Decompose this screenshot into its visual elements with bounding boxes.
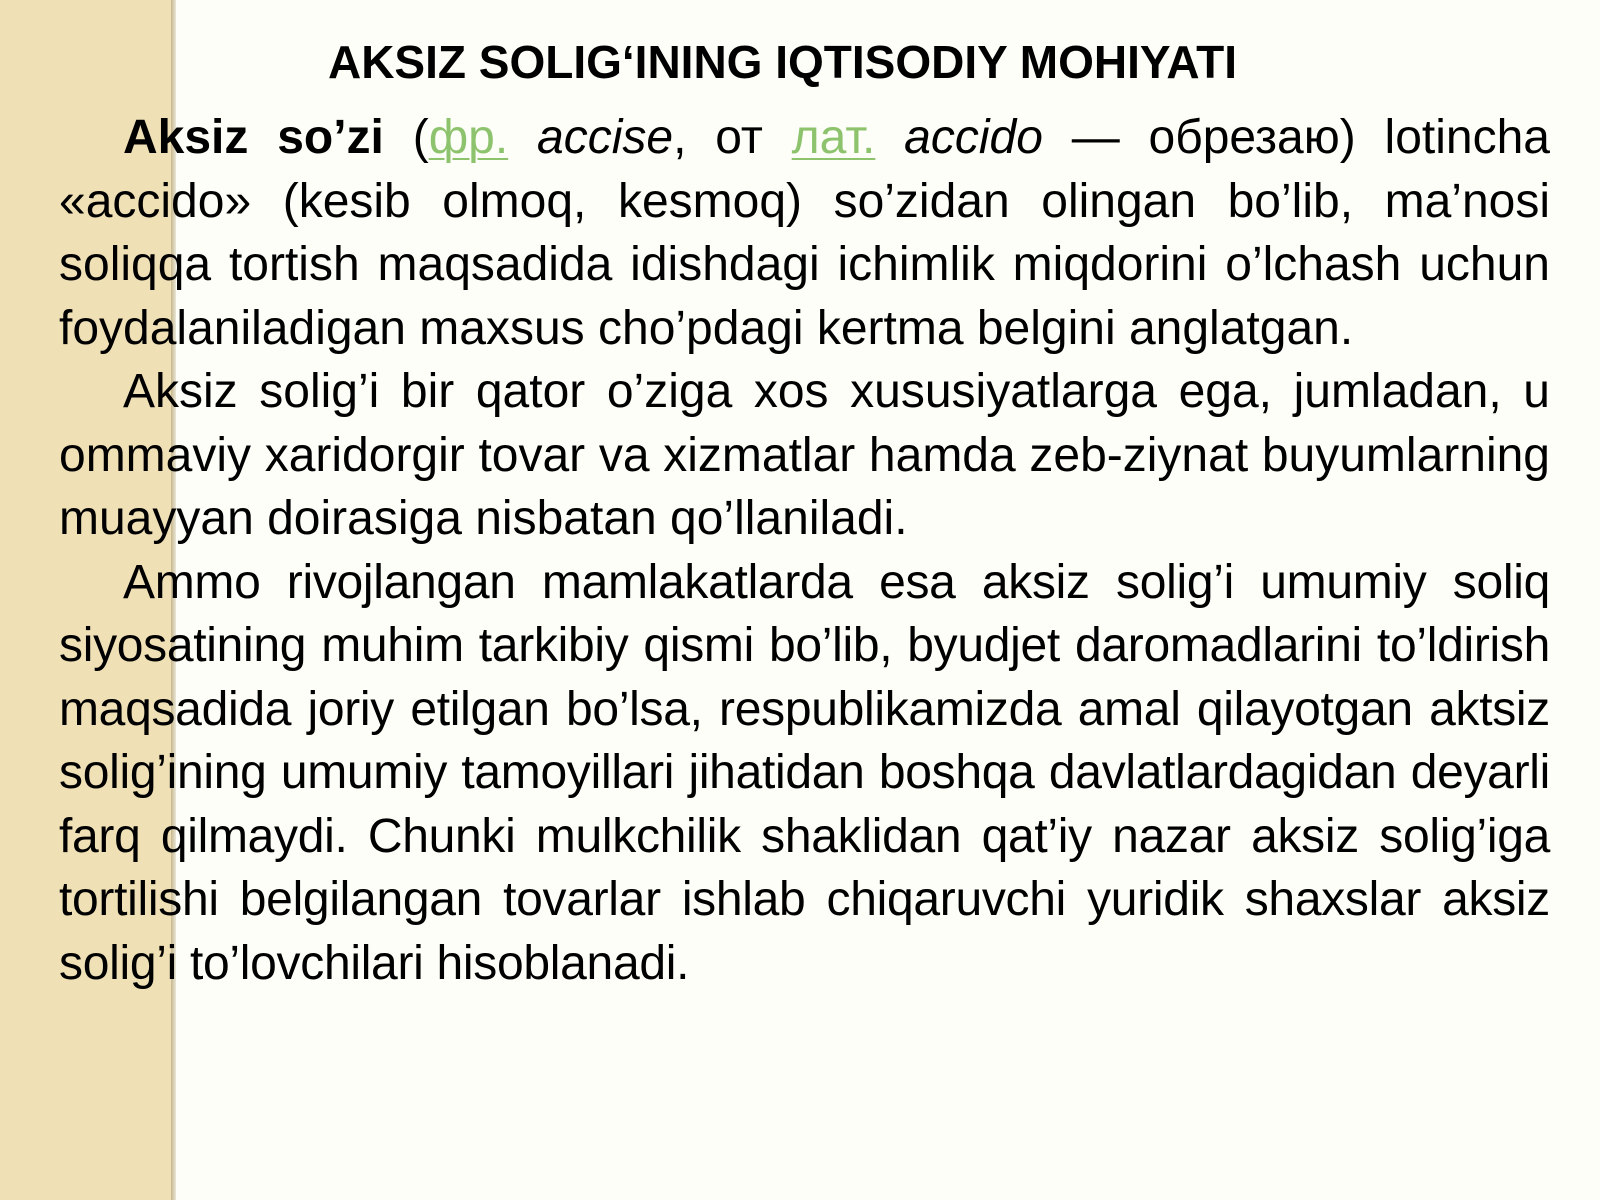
word-french: accise <box>537 111 674 164</box>
slide-title: AKSIZ SOLIG‘INING IQTISODIY MOHIYATI <box>327 36 1238 88</box>
slide-body <box>59 106 1550 995</box>
word-latin-space <box>875 111 904 164</box>
link-french[interactable]: фр. <box>428 111 509 164</box>
intro-body-text: lotincha «accido» (kesib olmoq, kesmoq) so’zidan olingan bo’lib, ma’nosi soliqqa tortish maqsadida idishdagi ichimlik miqdorini o’lchash uchun foydalaniladigan maxsus cho’pdagi kertma belgini anglatgan. <box>59 111 1550 355</box>
paren-open: ( <box>383 111 429 164</box>
word-french-space <box>508 111 537 164</box>
intro-paragraph <box>59 106 1550 360</box>
translation-text: — обрезаю) <box>1042 111 1356 164</box>
from-text: , от <box>673 111 792 164</box>
paragraph-features: Aksiz solig’i bir qator o’ziga xos xususiyatlarga ega, jumladan, u ommaviy xaridorgir tovar va xizmatlar hamda zeb-ziynat buyumlarning muayyan doirasiga nisbatan qo’llaniladi. <box>59 365 1550 545</box>
paragraph-developed-countries: Ammo rivojlangan mamlakatlarda esa aksiz solig’i umumiy soliq siyosatining muhim tarkibiy qismi bo’lib, byudjet daromadlarini to’ldirish maqsadida joriy etilgan bo’lsa, respublikamizda amal qilayotgan aktsiz solig’ining umumiy tamoyillari jihatidan boshqa davlatlardagidan deyarli farq qilmaydi. Chunki mulkchilik shaklidan qat’iy nazar aksiz solig’iga tortilishi belgilangan tovarlar ishlab chiqaruvchi yuridik shaxslar aksiz solig’i to’lovchilari hisoblanadi. <box>59 555 1550 990</box>
word-latin: accido <box>904 111 1043 164</box>
term-heading: Aksiz so’zi <box>123 111 384 164</box>
link-latin[interactable]: лат. <box>791 111 876 164</box>
